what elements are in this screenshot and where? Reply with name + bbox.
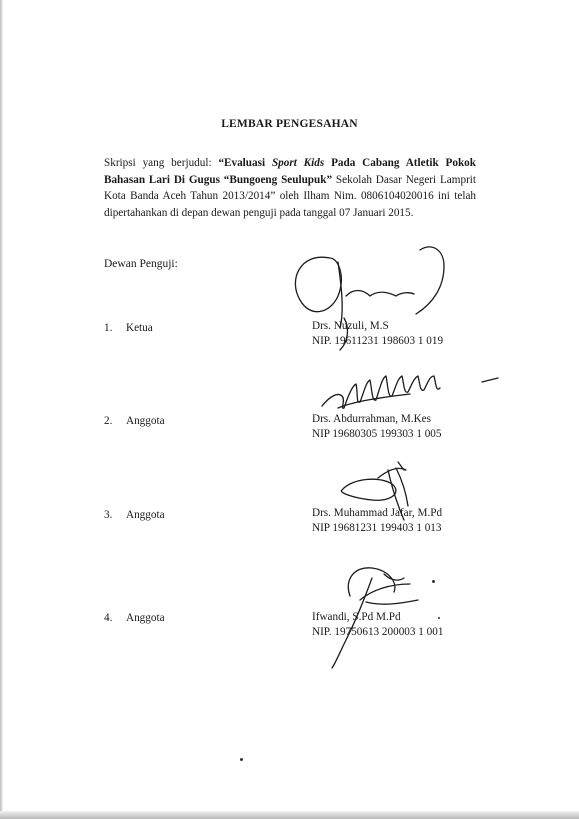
ink-dot bbox=[432, 580, 435, 583]
examiner-nip-2: NIP 19680305 199303 1 005 bbox=[312, 428, 442, 440]
examiner-role: Anggota bbox=[126, 509, 165, 521]
document-title: LEMBAR PENGESAHAN bbox=[221, 118, 358, 130]
paragraph-title-rest: Pada Cabang Atletik Pokok Bahasan Lari Di Gugus “Bungoeng Seulupuk” bbox=[104, 157, 476, 186]
examiner-name-4: Ifwandi, S.Pd M.Pd bbox=[312, 611, 401, 623]
examiner-number: 4. bbox=[104, 612, 113, 624]
examiner-role: Anggota bbox=[126, 612, 165, 624]
examiner-name-1: Drs. Nuzuli, M.S bbox=[312, 320, 389, 332]
examiners-label: Dewan Penguji: bbox=[104, 258, 178, 270]
ink-dot bbox=[438, 617, 440, 619]
examiner-nip-3: NIP 19681231 199403 1 013 bbox=[312, 522, 442, 534]
examiner-role-2 bbox=[104, 415, 165, 427]
paragraph-body: Sekolah Dasar Negeri Lamprit Kota Banda Aceh Tahun 2013/2014” oleh Ilham Nim. 0806104020016 ini telah dipertahankan di depan dewan penguji pada tanggal 07 Januari 2015. bbox=[104, 173, 477, 219]
paragraph-intro: Skripsi yang berjudul: bbox=[104, 157, 219, 169]
examiner-name-3: Drs. Muhammad Jafar, M.Pd bbox=[312, 507, 443, 519]
examiner-number: 2. bbox=[104, 415, 113, 427]
examiner-role: Anggota bbox=[126, 415, 165, 427]
examiner-role: Ketua bbox=[126, 322, 153, 334]
examiner-role-3 bbox=[104, 509, 165, 521]
examiner-name-2: Drs. Abdurrahman, M.Kes bbox=[312, 413, 432, 425]
examiner-number: 1. bbox=[104, 322, 113, 334]
examiner-number: 3. bbox=[104, 509, 113, 521]
paragraph-title-open: “Evaluasi bbox=[218, 157, 272, 169]
paragraph-title-italic: Sport Kids bbox=[271, 157, 325, 169]
examiner-role-1 bbox=[104, 322, 153, 334]
examiner-nip-4: NIP. 19750613 200003 1 001 bbox=[312, 626, 444, 638]
examiner-nip-1: NIP. 19611231 198603 1 019 bbox=[312, 335, 444, 347]
approval-paragraph bbox=[104, 155, 476, 221]
page-edge-shadow-bottom bbox=[0, 811, 579, 819]
signature-2 bbox=[322, 376, 498, 408]
examiner-role-4 bbox=[104, 612, 165, 624]
ink-dot bbox=[240, 758, 243, 761]
